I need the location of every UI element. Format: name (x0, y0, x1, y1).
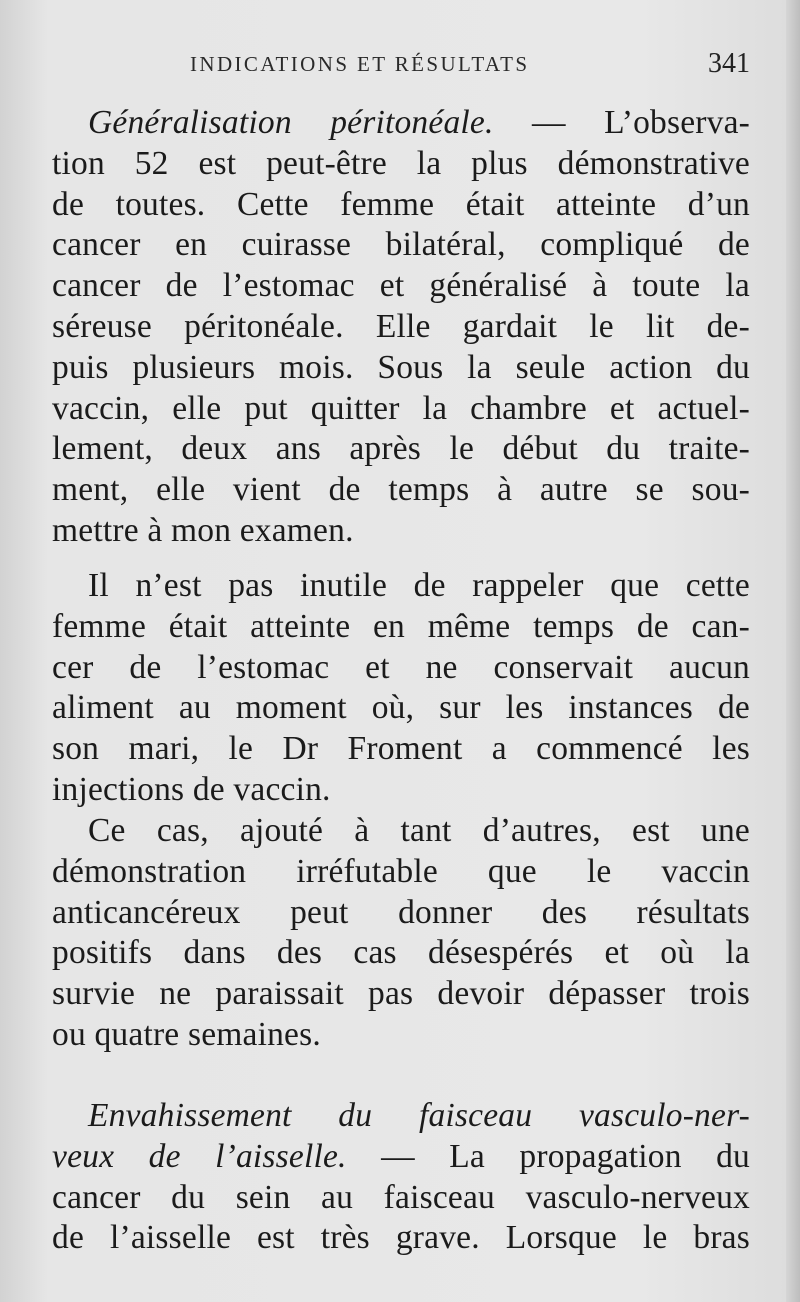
text-line: ou quatre semaines. (52, 1015, 321, 1053)
section-heading-cont: veux de l’aisselle. (52, 1137, 347, 1175)
text-line: injections de vaccin. (52, 770, 331, 808)
text-line: vaccin, elle put quitter la chambre et actuel- (52, 389, 750, 427)
text-line: positifs dans des cas désespérés et où la (52, 934, 750, 972)
text-line: cancer de l’estomac et généralisé à toute la (52, 267, 750, 305)
paragraph-generalisation (52, 103, 750, 552)
section-heading: Envahissement du faisceau vasculo-ner- (88, 1097, 750, 1134)
text-line: Généralisation péritonéale. — L’observa- (88, 104, 750, 141)
text-line: lement, deux ans après le début du traite- (52, 430, 750, 468)
text-line: anticancéreux peut donner des résultats (52, 893, 750, 931)
paragraph-rappel (52, 566, 750, 811)
text-line: tion 52 est peut-être la plus démonstrative (52, 144, 750, 182)
text-line: puis plusieurs mois. Sous la seule action du (52, 348, 750, 386)
text-line: cancer en cuirasse bilatéral, compliqué de (52, 226, 750, 264)
text-line: son mari, le Dr Froment a commencé les (52, 730, 750, 768)
text-line: survie ne paraissait pas devoir dépasser trois (52, 975, 750, 1013)
text-line: démonstration irréfutable que le vaccin (52, 852, 750, 890)
text-line: de toutes. Cette femme était atteinte d’un (52, 185, 750, 223)
section-heading: Généralisation péritonéale. (88, 104, 494, 141)
paragraph-envahissement (52, 1096, 750, 1259)
text-line: aliment au moment où, sur les instances de (52, 689, 750, 727)
text-line: femme était atteinte en même temps de can- (52, 607, 750, 645)
text-line: mettre à mon examen. (52, 511, 354, 549)
text-line: Ce cas, ajouté à tant d’autres, est une (88, 812, 750, 849)
text-line: de l’aisselle est très grave. Lorsque le bras (52, 1219, 750, 1257)
page-number: 341 (708, 48, 750, 79)
running-head: INDICATIONS ET RÉSULTATS (190, 52, 530, 76)
text-line (52, 1096, 750, 1137)
text-line: Il n’est pas inutile de rappeler que cette (88, 567, 750, 604)
text-line: séreuse péritonéale. Elle gardait le lit de- (52, 307, 750, 345)
text-line: ment, elle vient de temps à autre se sou- (52, 471, 750, 509)
text-line: veux de l’aisselle. — La propagation du (52, 1137, 750, 1175)
text-line: cancer du sein au faisceau vasculo-nerveux (52, 1178, 750, 1216)
text-line: cer de l’estomac et ne conservait aucun (52, 648, 750, 686)
page-edge-shadow (786, 0, 800, 1302)
page-header (190, 48, 750, 88)
paragraph-demonstration (52, 811, 750, 1056)
